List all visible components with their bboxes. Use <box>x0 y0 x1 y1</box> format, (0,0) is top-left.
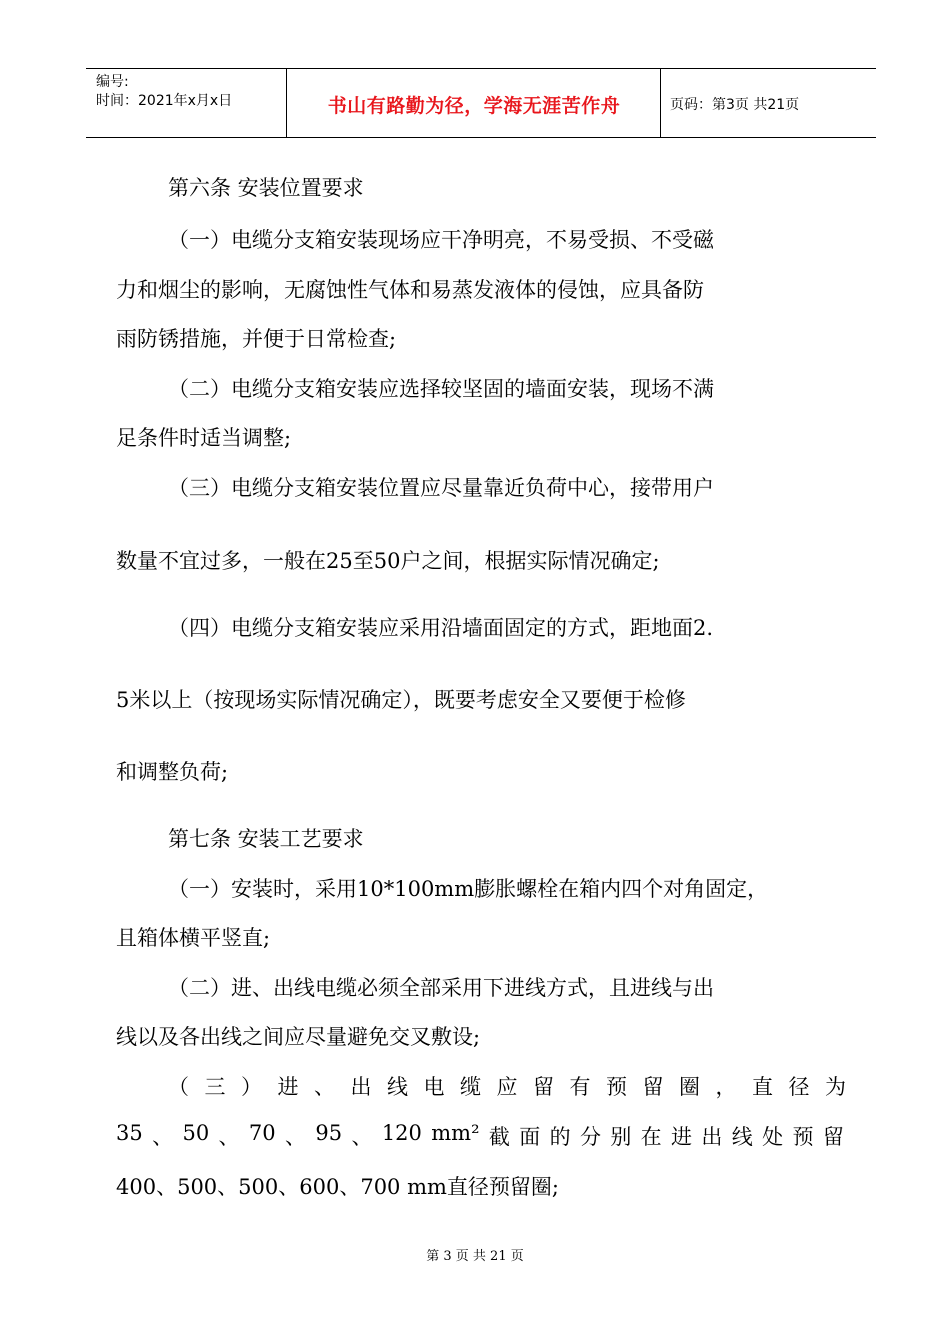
paragraph-line: 5米以上（按现场实际情况确定），既要考虑安全又要便于检修 <box>116 688 686 712</box>
paragraph-line: 和调整负荷; <box>116 760 229 784</box>
line-glyph: 35 <box>116 1121 143 1145</box>
line-glyph: 留 <box>533 1075 554 1099</box>
line-glyph: ） <box>241 1075 262 1099</box>
line-glyph: 预 <box>606 1075 627 1099</box>
line-glyph: 进 <box>671 1125 693 1149</box>
line-glyph: 、 <box>351 1125 373 1149</box>
line-glyph: 在 <box>640 1125 662 1149</box>
paragraph-line: （一）电缆分支箱安装现场应干净明亮，不易受损、不受磁 <box>168 228 714 252</box>
line-glyph: 截 <box>488 1125 510 1149</box>
line-glyph: 95 <box>315 1121 343 1145</box>
line-glyph: 缆 <box>460 1075 481 1099</box>
line-glyph: 、 <box>285 1125 306 1149</box>
line-glyph: 别 <box>610 1125 632 1149</box>
header-motto: 书山有路勤为径，学海无涯苦作舟 <box>327 95 621 117</box>
line-glyph: 留 <box>822 1125 844 1149</box>
line-glyph: 线 <box>731 1125 753 1149</box>
line-glyph: 应 <box>496 1075 518 1099</box>
page-footer: 第 3 页 共 21 页 <box>426 1249 524 1264</box>
line-glyph: 70 <box>248 1121 276 1145</box>
paragraph-line: 雨防锈措施，并便于日常检查; <box>116 327 397 351</box>
line-glyph: 面 <box>519 1125 541 1149</box>
header-divider <box>660 69 661 137</box>
header-divider <box>286 69 287 137</box>
line-glyph: ， <box>715 1075 737 1099</box>
line-glyph: 进 <box>277 1075 299 1099</box>
document-number-label: 编号: <box>96 74 129 90</box>
header-meta <box>96 73 232 111</box>
justified-line <box>116 1121 844 1151</box>
line-glyph: 处 <box>762 1125 784 1149</box>
line-glyph: 、 <box>218 1125 240 1149</box>
paragraph-line: （二）进、出线电缆必须全部采用下进线方式，且进线与出 <box>168 976 714 1000</box>
line-glyph: 50 <box>182 1121 210 1145</box>
header-page-label: 页码：第3页 共21页 <box>670 97 800 113</box>
paragraph-line: （一）安装时，采用10*100mm膨胀螺栓在箱内四个对角固定， <box>168 877 769 901</box>
paragraph-line: 且箱体横平竖直; <box>116 926 271 950</box>
line-glyph: 、 <box>152 1125 174 1149</box>
paragraph-line: （四）电缆分支箱安装应采用沿墙面固定的方式，距地面2. <box>168 616 714 640</box>
paragraph-line: 力和烟尘的影响，无腐蚀性气体和易蒸发液体的侵蚀，应具备防 <box>116 278 704 302</box>
line-glyph: 留 <box>642 1075 664 1099</box>
document-time-label: 时间：2021年x月x日 <box>96 93 233 109</box>
paragraph-line: 400、500、500、600、700 mm直径预留圈; <box>116 1175 559 1199</box>
line-glyph: 有 <box>569 1075 591 1099</box>
paragraph-line: 数量不宜过多，一般在25至50户之间，根据实际情况确定; <box>116 549 660 573</box>
line-glyph: 电 <box>423 1075 445 1099</box>
line-glyph: 线 <box>387 1075 408 1099</box>
line-glyph: 出 <box>350 1075 372 1099</box>
line-glyph: mm² <box>431 1121 480 1145</box>
paragraph-line: 足条件时适当调整; <box>116 426 292 450</box>
line-glyph: 径 <box>788 1075 810 1099</box>
justified-line <box>168 1071 846 1101</box>
line-glyph: 出 <box>701 1125 723 1149</box>
line-glyph: 预 <box>792 1125 814 1149</box>
paragraph-line: （二）电缆分支箱安装应选择较坚固的墙面安装，现场不满 <box>168 377 714 401</box>
page-header <box>86 68 876 138</box>
line-glyph: 的 <box>549 1125 571 1149</box>
paragraph-line: 线以及各出线之间应尽量避免交叉敷设; <box>116 1025 481 1049</box>
line-glyph: 、 <box>314 1075 335 1099</box>
paragraph-line: （三）电缆分支箱安装位置应尽量靠近负荷中心，接带用户 <box>168 476 714 500</box>
line-glyph: 分 <box>579 1125 601 1149</box>
article-heading: 第六条 安装位置要求 <box>168 176 364 200</box>
line-glyph: 为 <box>825 1075 846 1099</box>
line-glyph: 三 <box>204 1075 226 1099</box>
article-heading: 第七条 安装工艺要求 <box>168 827 364 851</box>
line-glyph: 直 <box>752 1075 773 1099</box>
line-glyph: 圈 <box>679 1075 700 1099</box>
line-glyph: （ <box>168 1075 189 1099</box>
line-glyph: 120 <box>381 1121 422 1145</box>
